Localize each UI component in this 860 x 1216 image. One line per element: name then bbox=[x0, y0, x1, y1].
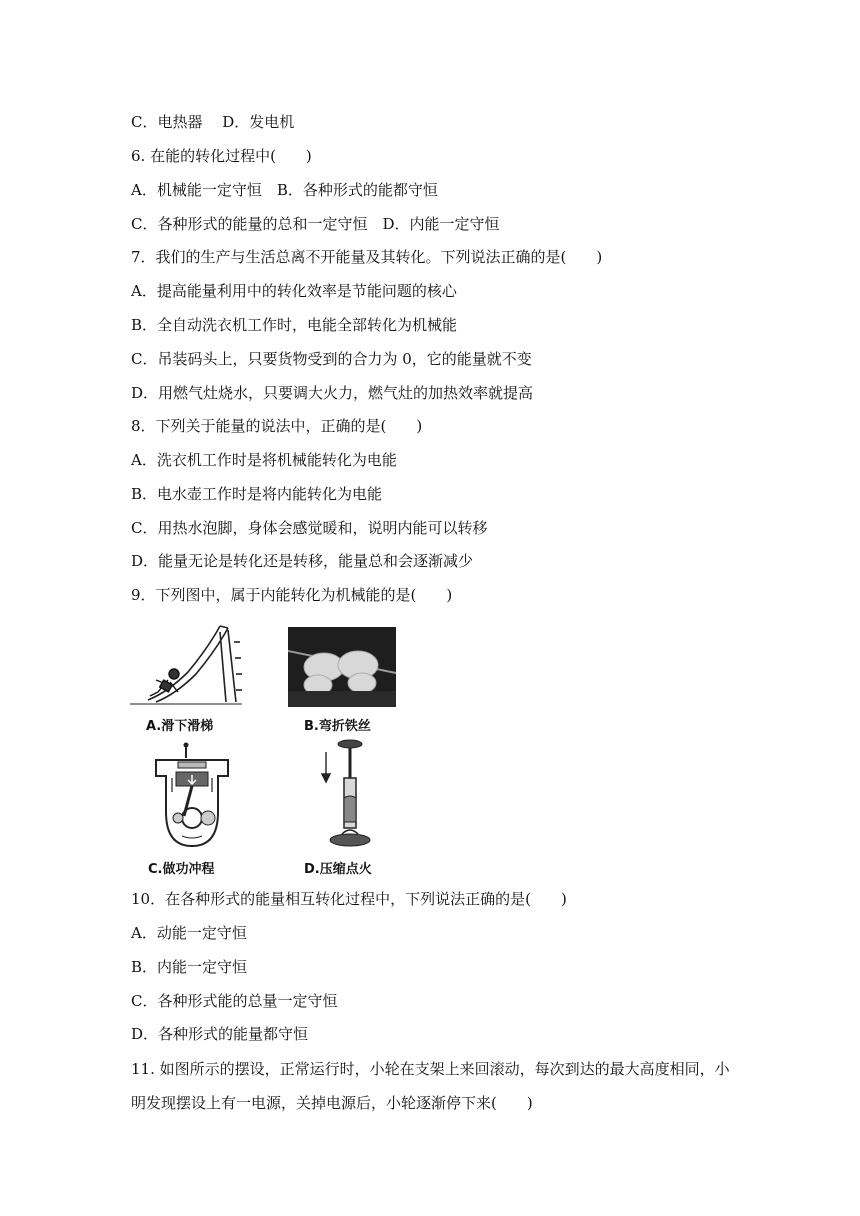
text-line: 9．下列图中，属于内能转化为机械能的是( ) bbox=[131, 586, 453, 604]
bending-wire-figure bbox=[288, 627, 396, 707]
text-line: 明发现摆设上有一电源，关掉电源后，小轮逐渐停下来( ) bbox=[131, 1094, 533, 1112]
text-line: 8．下列关于能量的说法中，正确的是( ) bbox=[131, 417, 423, 435]
text-line: 10．在各种形式的能量相互转化过程中，下列说法正确的是( ) bbox=[131, 890, 567, 908]
text-line: D．各种形式的能量都守恒 bbox=[131, 1025, 309, 1043]
slide-figure bbox=[128, 622, 244, 708]
text-line: B．电水壶工作时是将内能转化为电能 bbox=[131, 485, 383, 503]
text-line: B．全自动洗衣机工作时，电能全部转化为机械能 bbox=[131, 316, 458, 334]
text-line: 6. 在能的转化过程中( ) bbox=[131, 147, 312, 165]
text-line: D．用燃气灶烧水，只要调大火力，燃气灶的加热效率就提高 bbox=[131, 384, 534, 402]
text-line: B．内能一定守恒 bbox=[131, 958, 248, 976]
caption-b: B.弯折铁丝 bbox=[304, 719, 371, 734]
caption-d: D.压缩点火 bbox=[304, 862, 372, 877]
caption-a: A.滑下滑梯 bbox=[146, 719, 214, 734]
text-line: C．用热水泡脚，身体会感觉暖和，说明内能可以转移 bbox=[131, 519, 488, 537]
text-line: 11. 如图所示的摆设，正常运行时，小轮在支架上来回滚动，每次到达的最大高度相同，小 bbox=[131, 1060, 730, 1078]
text-line: D．能量无论是转化还是转移，能量总和会逐渐减少 bbox=[131, 552, 474, 570]
text-line: A．机械能一定守恒 B．各种形式的能都守恒 bbox=[131, 181, 438, 199]
text-line: A．动能一定守恒 bbox=[131, 924, 247, 942]
text-line: A．洗衣机工作时是将机械能转化为电能 bbox=[131, 451, 397, 469]
text-line: 7．我们的生产与生活总离不开能量及其转化。下列说法正确的是( ) bbox=[131, 248, 603, 266]
text-line: C．各种形式的能量的总和一定守恒 D．内能一定守恒 bbox=[131, 215, 500, 233]
text-line: A．提高能量利用中的转化效率是节能问题的核心 bbox=[131, 282, 457, 300]
compression-ignition-figure bbox=[320, 738, 376, 850]
down-arrow-icon bbox=[322, 752, 330, 782]
text-line: C．各种形式能的总量一定守恒 bbox=[131, 992, 338, 1010]
text-line: C．电热器 D．发电机 bbox=[131, 113, 295, 131]
engine-figure bbox=[152, 742, 232, 850]
caption-c: C.做功冲程 bbox=[148, 862, 215, 877]
text-line: C．吊装码头上，只要货物受到的合力为 0，它的能量就不变 bbox=[131, 350, 532, 368]
